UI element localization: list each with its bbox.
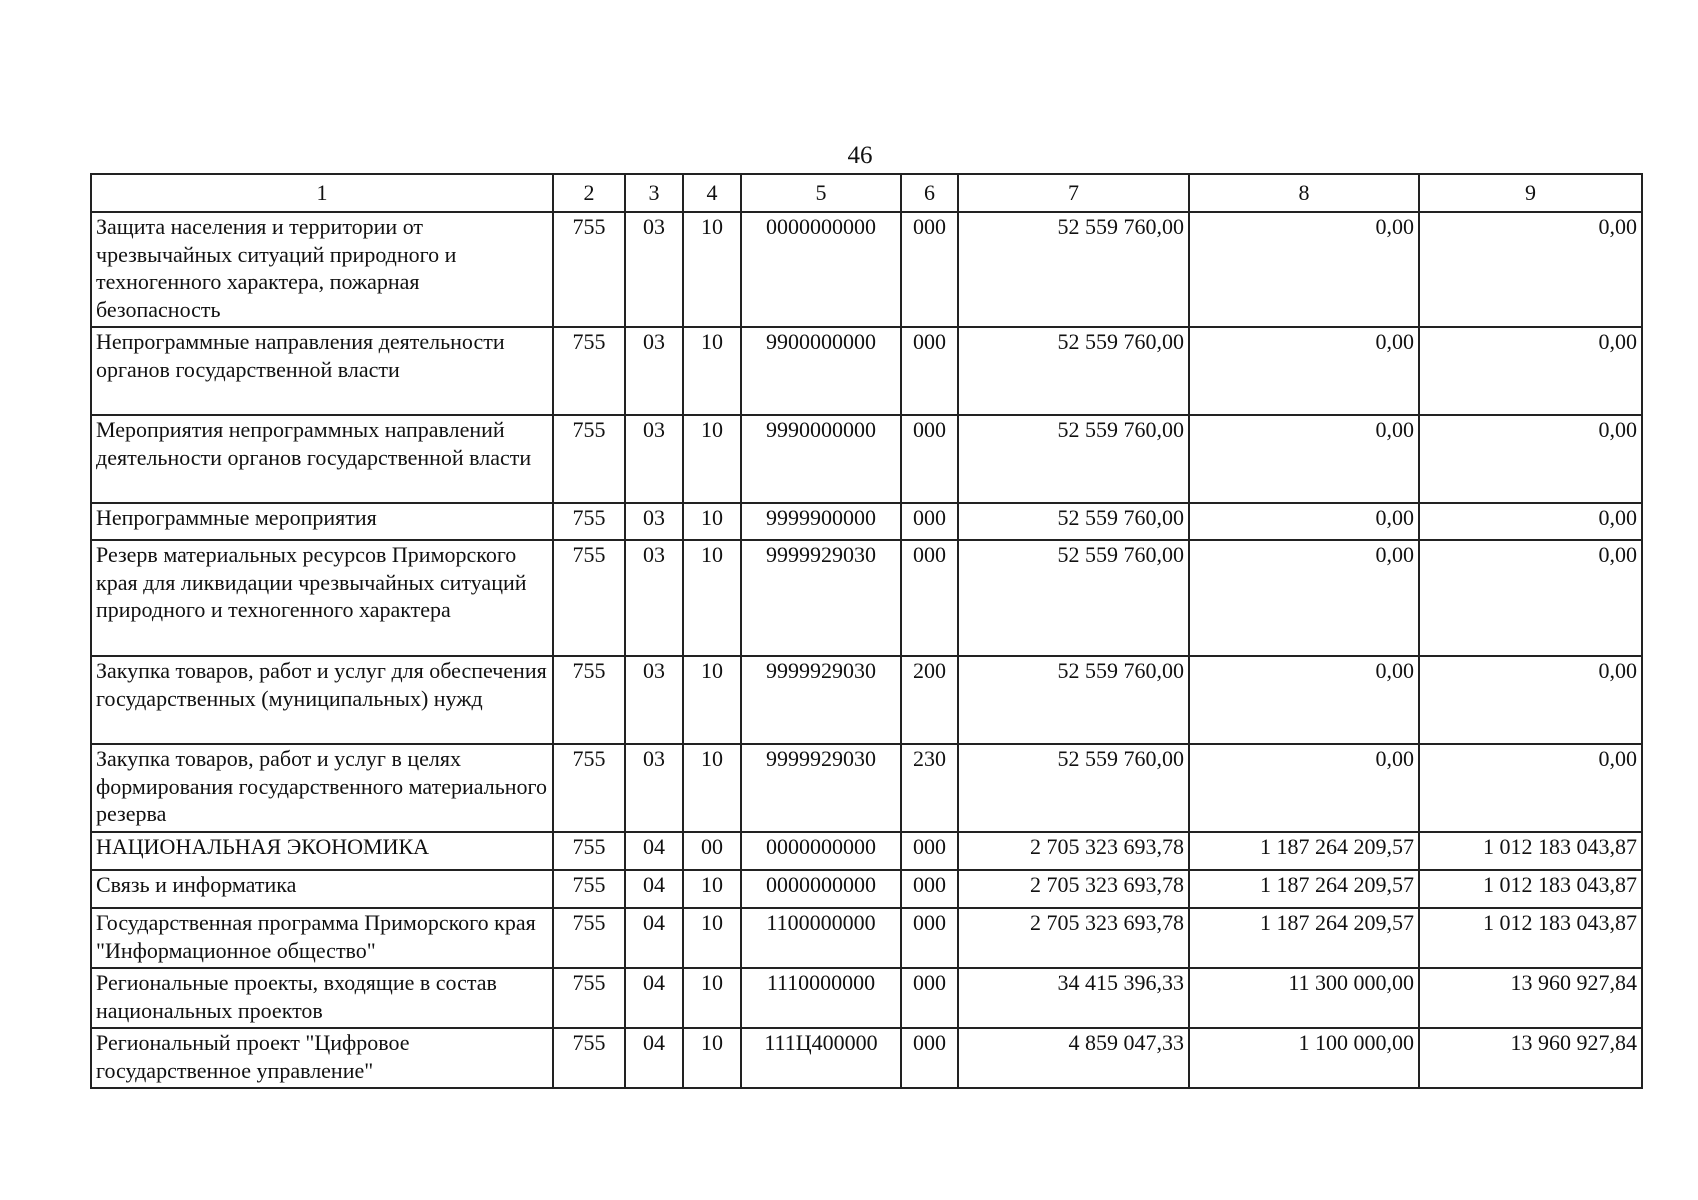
column-header-7: 7 [958, 174, 1189, 212]
row-name: НАЦИОНАЛЬНАЯ ЭКОНОМИКА [91, 832, 553, 870]
row-name: Государственная программа Приморского края "Информационное общество" [91, 908, 553, 968]
target-article-code: 9990000000 [741, 415, 901, 503]
budget-table [90, 173, 1643, 1089]
target-article-code: 111Ц400000 [741, 1028, 901, 1088]
expense-type-code: 000 [901, 1028, 958, 1088]
subsection-code: 10 [683, 908, 741, 968]
target-article-code: 9999929030 [741, 540, 901, 656]
table-row [91, 968, 1642, 1028]
amount-col-9: 0,00 [1419, 212, 1642, 327]
table-row [91, 656, 1642, 744]
subsection-code: 10 [683, 327, 741, 415]
amount-col-8: 0,00 [1189, 327, 1419, 415]
section-code: 04 [625, 870, 683, 908]
target-article-code: 0000000000 [741, 212, 901, 327]
table-row [91, 870, 1642, 908]
amount-col-7: 52 559 760,00 [958, 212, 1189, 327]
amount-col-8: 0,00 [1189, 656, 1419, 744]
column-header-6: 6 [901, 174, 958, 212]
amount-col-9: 1 012 183 043,87 [1419, 870, 1642, 908]
amount-col-7: 2 705 323 693,78 [958, 908, 1189, 968]
target-article-code: 9999929030 [741, 744, 901, 832]
section-code: 03 [625, 212, 683, 327]
row-name: Закупка товаров, работ и услуг в целях формирования государственного материального резерва [91, 744, 553, 832]
column-header-3: 3 [625, 174, 683, 212]
amount-col-9: 13 960 927,84 [1419, 968, 1642, 1028]
admin-code: 755 [553, 832, 625, 870]
amount-col-8: 1 187 264 209,57 [1189, 832, 1419, 870]
expense-type-code: 000 [901, 832, 958, 870]
amount-col-8: 11 300 000,00 [1189, 968, 1419, 1028]
row-name: Непрограммные мероприятия [91, 503, 553, 540]
amount-col-7: 52 559 760,00 [958, 415, 1189, 503]
amount-col-7: 4 859 047,33 [958, 1028, 1189, 1088]
section-code: 03 [625, 503, 683, 540]
amount-col-7: 52 559 760,00 [958, 327, 1189, 415]
section-code: 03 [625, 327, 683, 415]
target-article-code: 1100000000 [741, 908, 901, 968]
section-code: 04 [625, 1028, 683, 1088]
table-row [91, 327, 1642, 415]
expense-type-code: 200 [901, 656, 958, 744]
section-code: 04 [625, 832, 683, 870]
admin-code: 755 [553, 908, 625, 968]
subsection-code: 10 [683, 870, 741, 908]
expense-type-code: 000 [901, 908, 958, 968]
amount-col-8: 0,00 [1189, 744, 1419, 832]
amount-col-9: 0,00 [1419, 656, 1642, 744]
admin-code: 755 [553, 656, 625, 744]
subsection-code: 10 [683, 1028, 741, 1088]
admin-code: 755 [553, 503, 625, 540]
admin-code: 755 [553, 212, 625, 327]
section-code: 03 [625, 415, 683, 503]
table-row [91, 503, 1642, 540]
page-number: 46 [847, 142, 873, 169]
row-name: Защита населения и территории от чрезвычайных ситуаций природного и техногенного характера, пожарная безопасность [91, 212, 553, 327]
subsection-code: 10 [683, 656, 741, 744]
target-article-code: 1110000000 [741, 968, 901, 1028]
admin-code: 755 [553, 540, 625, 656]
table-row [91, 1028, 1642, 1088]
table-row [91, 212, 1642, 327]
table-row [91, 832, 1642, 870]
column-header-8: 8 [1189, 174, 1419, 212]
expense-type-code: 000 [901, 870, 958, 908]
amount-col-7: 2 705 323 693,78 [958, 870, 1189, 908]
amount-col-9: 13 960 927,84 [1419, 1028, 1642, 1088]
amount-col-8: 0,00 [1189, 212, 1419, 327]
amount-col-8: 0,00 [1189, 503, 1419, 540]
expense-type-code: 000 [901, 415, 958, 503]
row-name: Резерв материальных ресурсов Приморского края для ликвидации чрезвычайных ситуаций природного и техногенного характера [91, 540, 553, 656]
row-name: Региональные проекты, входящие в состав национальных проектов [91, 968, 553, 1028]
amount-col-8: 1 187 264 209,57 [1189, 908, 1419, 968]
amount-col-9: 0,00 [1419, 415, 1642, 503]
admin-code: 755 [553, 744, 625, 832]
amount-col-7: 52 559 760,00 [958, 656, 1189, 744]
subsection-code: 10 [683, 503, 741, 540]
target-article-code: 0000000000 [741, 870, 901, 908]
expense-type-code: 000 [901, 327, 958, 415]
section-code: 03 [625, 744, 683, 832]
amount-col-7: 2 705 323 693,78 [958, 832, 1189, 870]
section-code: 03 [625, 540, 683, 656]
row-name: Региональный проект "Цифровое государственное управление" [91, 1028, 553, 1088]
amount-col-7: 34 415 396,33 [958, 968, 1189, 1028]
column-header-4: 4 [683, 174, 741, 212]
row-name: Связь и информатика [91, 870, 553, 908]
subsection-code: 10 [683, 415, 741, 503]
expense-type-code: 000 [901, 540, 958, 656]
amount-col-9: 0,00 [1419, 327, 1642, 415]
amount-col-9: 0,00 [1419, 503, 1642, 540]
table-body [91, 212, 1642, 1088]
subsection-code: 10 [683, 212, 741, 327]
admin-code: 755 [553, 415, 625, 503]
expense-type-code: 000 [901, 503, 958, 540]
amount-col-8: 0,00 [1189, 415, 1419, 503]
amount-col-8: 1 187 264 209,57 [1189, 870, 1419, 908]
amount-col-7: 52 559 760,00 [958, 744, 1189, 832]
row-name: Закупка товаров, работ и услуг для обеспечения государственных (муниципальных) нужд [91, 656, 553, 744]
section-code: 04 [625, 908, 683, 968]
subsection-code: 10 [683, 540, 741, 656]
amount-col-7: 52 559 760,00 [958, 503, 1189, 540]
amount-col-9: 1 012 183 043,87 [1419, 832, 1642, 870]
target-article-code: 9900000000 [741, 327, 901, 415]
amount-col-9: 1 012 183 043,87 [1419, 908, 1642, 968]
amount-col-7: 52 559 760,00 [958, 540, 1189, 656]
target-article-code: 0000000000 [741, 832, 901, 870]
row-name: Непрограммные направления деятельности органов государственной власти [91, 327, 553, 415]
amount-col-9: 0,00 [1419, 744, 1642, 832]
amount-col-9: 0,00 [1419, 540, 1642, 656]
expense-type-code: 000 [901, 212, 958, 327]
section-code: 04 [625, 968, 683, 1028]
section-code: 03 [625, 656, 683, 744]
column-header-2: 2 [553, 174, 625, 212]
target-article-code: 9999900000 [741, 503, 901, 540]
table-row [91, 744, 1642, 832]
expense-type-code: 000 [901, 968, 958, 1028]
table-row [91, 540, 1642, 656]
table-header [91, 174, 1642, 212]
subsection-code: 10 [683, 744, 741, 832]
row-name: Мероприятия непрограммных направлений деятельности органов государственной власти [91, 415, 553, 503]
column-header-9: 9 [1419, 174, 1642, 212]
amount-col-8: 1 100 000,00 [1189, 1028, 1419, 1088]
admin-code: 755 [553, 870, 625, 908]
expense-type-code: 230 [901, 744, 958, 832]
subsection-code: 10 [683, 968, 741, 1028]
column-header-1: 1 [91, 174, 553, 212]
column-header-5: 5 [741, 174, 901, 212]
header-row [91, 174, 1642, 212]
admin-code: 755 [553, 1028, 625, 1088]
subsection-code: 00 [683, 832, 741, 870]
admin-code: 755 [553, 327, 625, 415]
amount-col-8: 0,00 [1189, 540, 1419, 656]
admin-code: 755 [553, 968, 625, 1028]
target-article-code: 9999929030 [741, 656, 901, 744]
table-row [91, 415, 1642, 503]
table-row [91, 908, 1642, 968]
